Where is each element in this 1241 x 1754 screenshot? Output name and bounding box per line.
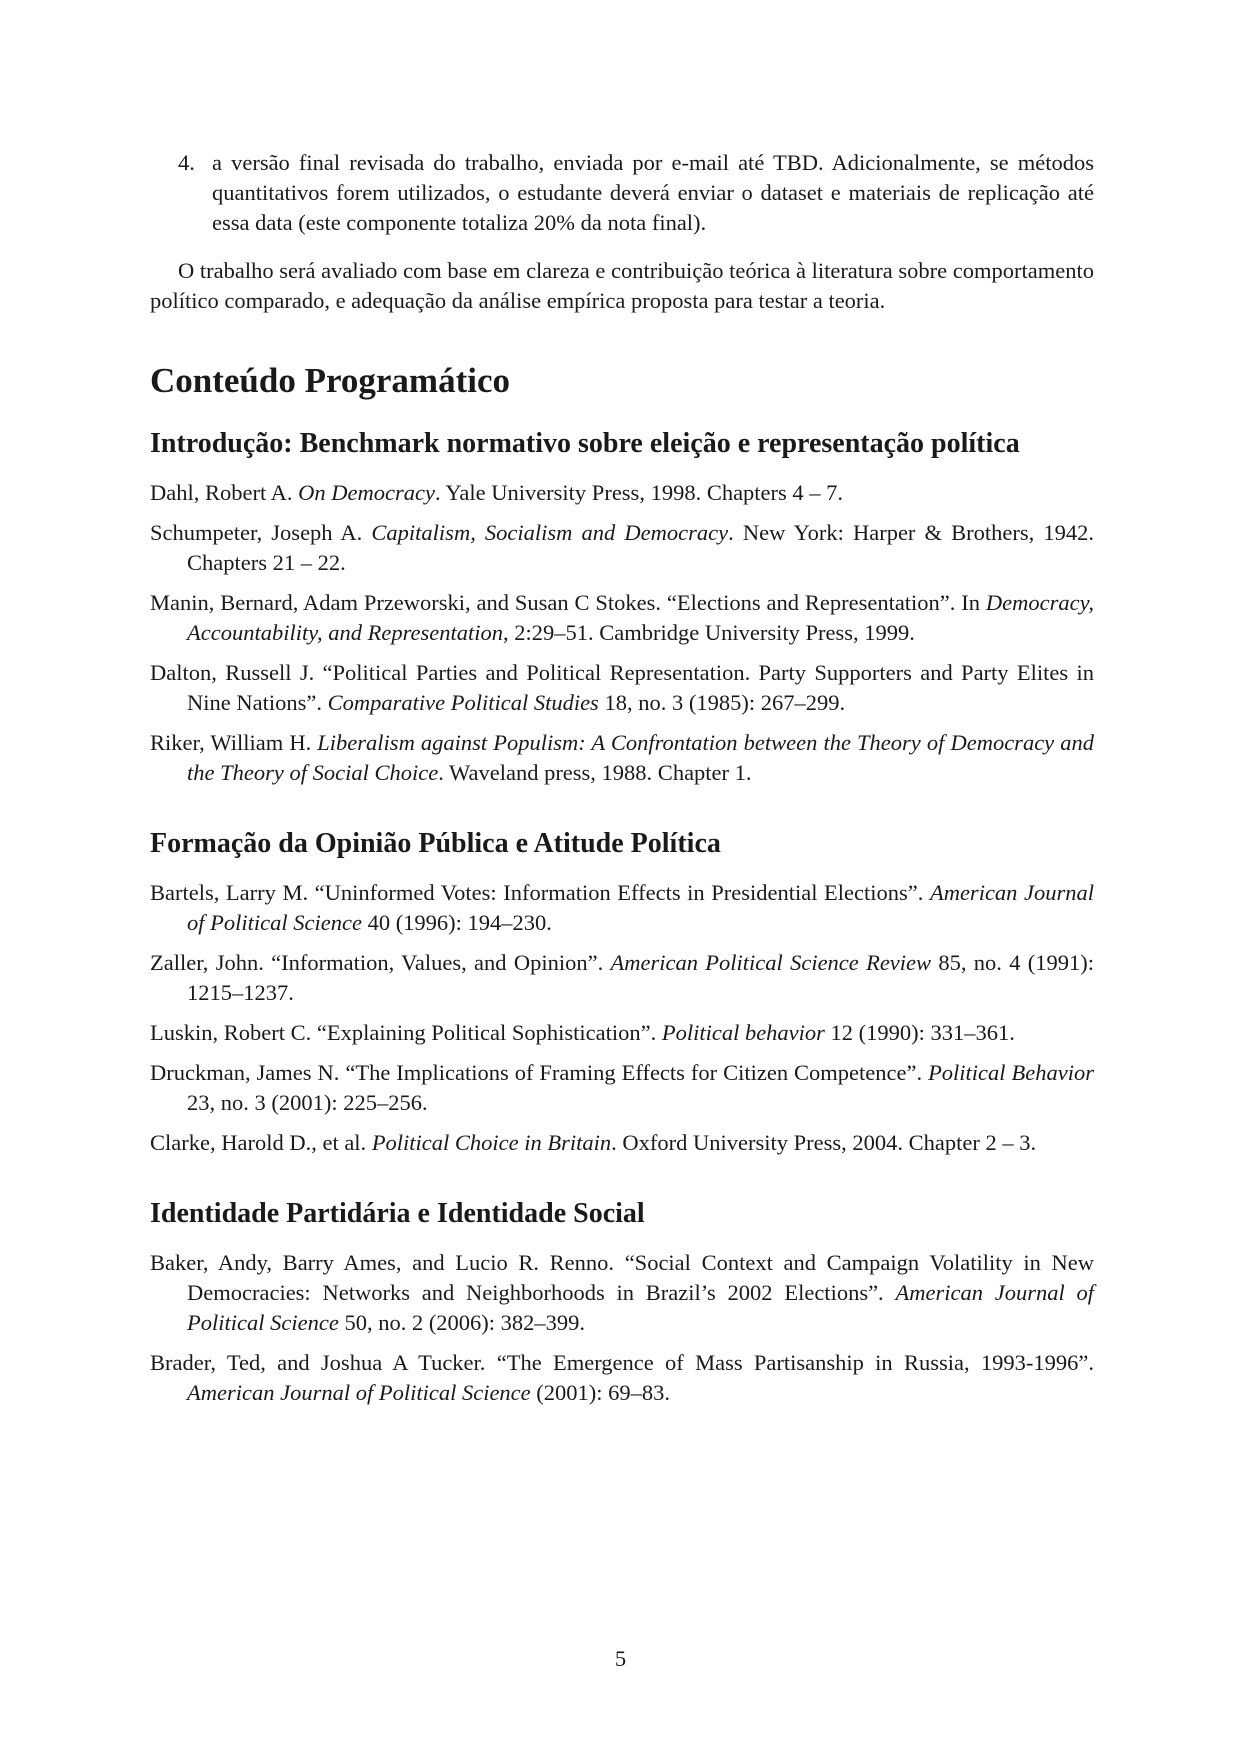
- reference-entry: [150, 658, 1094, 718]
- ref-italic-title: Political Choice in Britain: [371, 1130, 612, 1155]
- reference-entry: [150, 518, 1094, 578]
- ref-author-part: Baker, Andy, Barry Ames, and Lucio R. Renno. “Social Context and Campaign Volatility in New Democracies: Networks and Neighborhoods in Brazil’s 2002 Elections”.: [150, 1250, 1094, 1305]
- ref-italic-title: Political Behavior: [928, 1060, 1094, 1085]
- ref-italic-title: American Journal of Political Science: [187, 880, 1094, 935]
- ref-author-part: Zaller, John. “Information, Values, and Opinion”.: [150, 950, 611, 975]
- ref-author-part: Dalton, Russell J. “Political Parties and Political Representation. Party Supporters and Party Elites in Nine Nations”.: [150, 660, 1094, 715]
- reference-entry: [150, 478, 1094, 508]
- subsection-title: Formação da Opinião Pública e Atitude Política: [150, 828, 721, 859]
- ref-author-part: Brader, Ted, and Joshua A Tucker. “The Emergence of Mass Partisanship in Russia, 1993-1996”.: [150, 1350, 1094, 1375]
- page-number: 5: [614, 1646, 627, 1671]
- ref-author-part: Bartels, Larry M. “Uninformed Votes: Information Effects in Presidential Elections”.: [150, 880, 930, 905]
- ref-italic-title: American Journal of Political Science: [187, 1380, 531, 1405]
- subsection-introducao: [150, 426, 1094, 788]
- ref-italic-title: Capitalism, Socialism and Democracy: [371, 520, 729, 545]
- list-item-text: a versão final revisada do trabalho, enviada por e-mail até TBD. Adicionalmente, se métodos quantitativos forem utilizados, o estudante deverá enviar o dataset e materiais de replicação até essa data (este componente totaliza 20% da nota final).: [212, 150, 1094, 235]
- ref-rest: . Oxford University Press, 2004. Chapter 2 – 3.: [611, 1130, 1037, 1155]
- subsection-opiniao-publica: [150, 826, 1094, 1158]
- section-title: Conteúdo Programático: [150, 361, 510, 400]
- subsection-identidade: [150, 1196, 1094, 1408]
- ref-author-part: Schumpeter, Joseph A.: [150, 520, 372, 545]
- subsection-title: Introdução: Benchmark normativo sobre eleição e representação política: [150, 428, 1020, 459]
- ref-italic-title: Political behavior: [661, 1020, 825, 1045]
- ref-rest: 23, no. 3 (2001): 225–256.: [187, 1090, 428, 1115]
- ref-rest: 50, no. 2 (2006): 382–399.: [338, 1310, 586, 1335]
- ref-rest: 40 (1996): 194–230.: [361, 910, 552, 935]
- ref-italic-title: Liberalism against Populism: A Confrontation between the Theory of Democracy and the Theory of Social Choice: [187, 730, 1095, 785]
- subsection-title: Identidade Partidária e Identidade Social: [150, 1198, 645, 1229]
- ref-rest: 12 (1990): 331–361.: [824, 1020, 1015, 1045]
- list-item: [150, 148, 1094, 238]
- reference-entry: [150, 1248, 1094, 1338]
- ref-author-part: Luskin, Robert C. “Explaining Political Sophistication”.: [150, 1020, 662, 1045]
- ref-rest: (2001): 69–83.: [530, 1380, 671, 1405]
- ref-author-part: Dahl, Robert A.: [150, 480, 299, 505]
- ref-rest: . Waveland press, 1988. Chapter 1.: [438, 760, 752, 785]
- ref-rest: . Yale University Press, 1998. Chapters 4 – 7.: [434, 480, 844, 505]
- reference-entry: [150, 588, 1094, 648]
- reference-entry: [150, 878, 1094, 938]
- ref-rest: 85, no. 4 (1991): 1215–1237.: [187, 950, 1094, 1005]
- list-item-number: 4.: [178, 150, 195, 175]
- ref-author-part: Manin, Bernard, Adam Przeworski, and Susan C Stokes. “Elections and Representation”. In: [150, 590, 986, 615]
- ref-rest: 18, no. 3 (1985): 267–299.: [598, 690, 846, 715]
- ref-author-part: Druckman, James N. “The Implications of Framing Effects for Citizen Competence”.: [150, 1060, 929, 1085]
- reference-entry: [150, 1128, 1094, 1158]
- reference-entry: [150, 1348, 1094, 1408]
- evaluation-paragraph: O trabalho será avaliado com base em clareza e contribuição teórica à literatura sobre comportamento político comparado, e adequação da análise empírica proposta para testar a teoria.: [150, 258, 1094, 313]
- reference-entry: [150, 728, 1094, 788]
- ref-author-part: Clarke, Harold D., et al.: [150, 1130, 372, 1155]
- ref-italic-title: Comparative Political Studies: [327, 690, 599, 715]
- reference-entry: [150, 948, 1094, 1008]
- reference-entry: [150, 1018, 1094, 1048]
- ref-rest: , 2:29–51. Cambridge University Press, 1999.: [502, 620, 915, 645]
- ref-rest: . New York: Harper & Brothers, 1942. Chapters 21 – 22.: [187, 520, 1094, 575]
- ref-italic-title: On Democracy: [298, 480, 435, 505]
- reference-entry: [150, 1058, 1094, 1118]
- ref-italic-title: Democracy, Accountability, and Representation: [187, 590, 1094, 645]
- ref-italic-title: American Journal of Political Science: [187, 1280, 1094, 1335]
- ref-italic-title: American Political Science Review: [610, 950, 932, 975]
- document-page: [150, 148, 1094, 1446]
- ref-author-part: Riker, William H.: [150, 730, 318, 755]
